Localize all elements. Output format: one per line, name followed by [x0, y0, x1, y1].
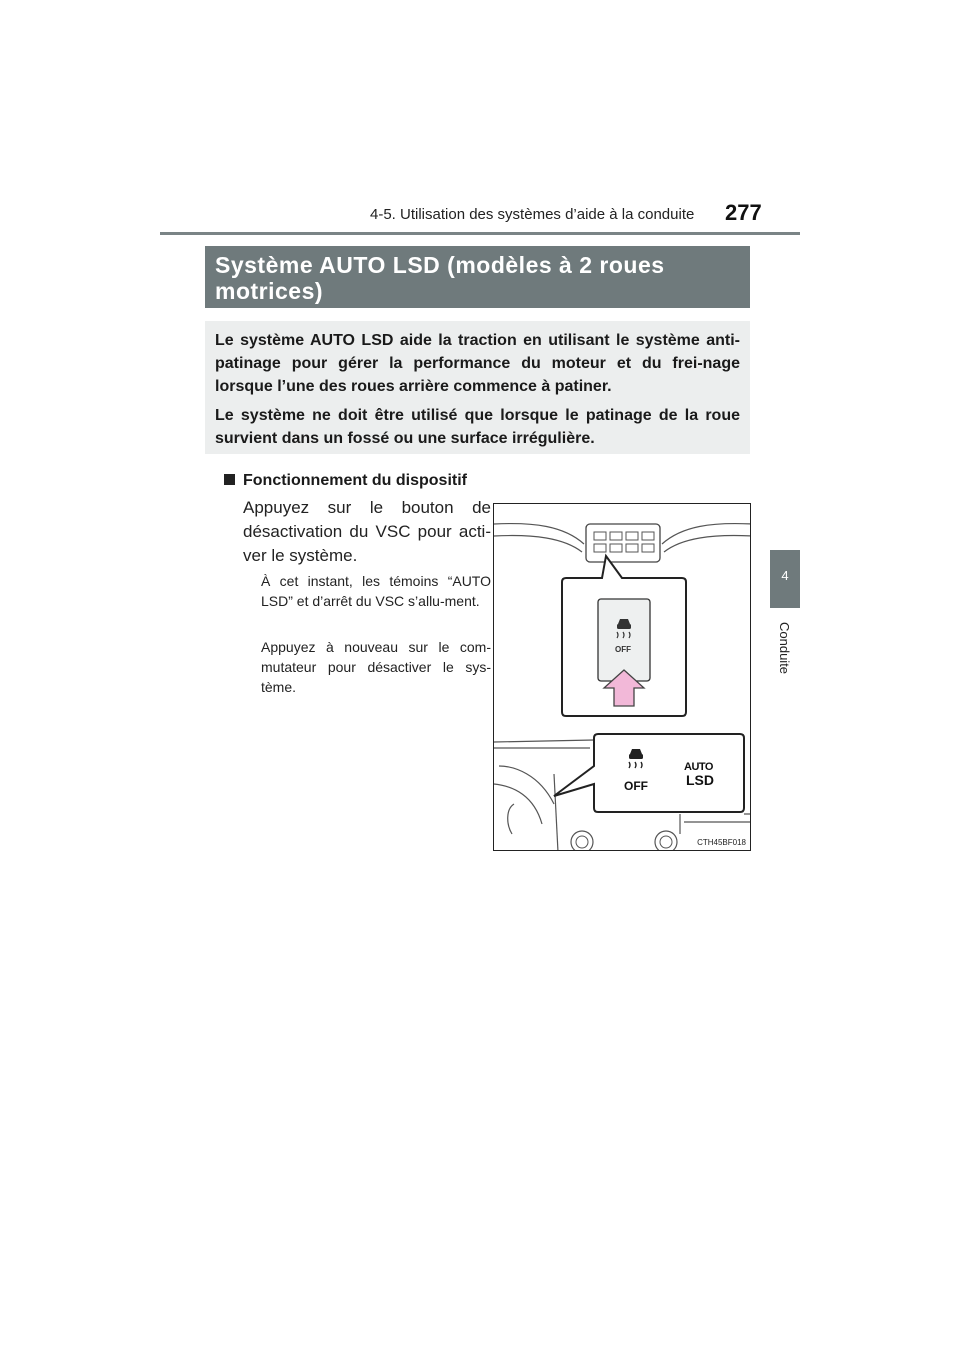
section-title-bar	[205, 246, 750, 308]
vsc-off-button[interactable]	[598, 599, 650, 681]
intro-paragraph-1: Le système AUTO LSD aide la traction en utilisant le système anti-patinage pour gérer la performance du moteur et du frei-nage lorsque l’une des roues arrière commence à patiner.	[215, 332, 740, 395]
note-indicator-on: À cet instant, les témoins “AUTO LSD” et d’arrêt du VSC s’allu-ment.	[261, 573, 491, 609]
illustration-vsc-off-button	[493, 503, 751, 851]
chapter-tab-number: 4	[781, 568, 789, 583]
subsection-heading	[224, 472, 467, 490]
indicator-off-label: OFF	[624, 779, 648, 793]
header-rule	[160, 232, 800, 235]
square-bullet-icon	[224, 474, 235, 485]
subsection-heading-text: Fonctionnement du dispositif	[243, 472, 467, 489]
indicator-auto-label: AUTO	[684, 761, 713, 773]
section-title: Système AUTO LSD (modèles à 2 roues motrices)	[215, 252, 665, 304]
instruction-text: Appuyez sur le bouton de désactivation du VSC pour acti-ver le système.	[243, 498, 491, 565]
chapter-tab-label: Conduite	[777, 622, 792, 675]
figure-code: CTH45BF018	[697, 838, 746, 847]
intro-box	[205, 321, 750, 454]
button-off-label: OFF	[615, 645, 631, 654]
indicator-lsd-label: LSD	[686, 772, 714, 788]
intro-paragraph-2: Le système ne doit être utilisé que lorsque le patinage de la roue survient dans un fossé ou une surface irrégulière.	[215, 407, 740, 447]
note-deactivate: Appuyez à nouveau sur le com-mutateur pour désactiver le sys-tème.	[261, 639, 491, 695]
header-section-title: 4-5. Utilisation des systèmes d’aide à la conduite	[370, 206, 695, 223]
dashboard-illustration	[494, 504, 751, 851]
page-number: 277	[725, 200, 762, 225]
chapter-tab[interactable]	[770, 550, 800, 608]
